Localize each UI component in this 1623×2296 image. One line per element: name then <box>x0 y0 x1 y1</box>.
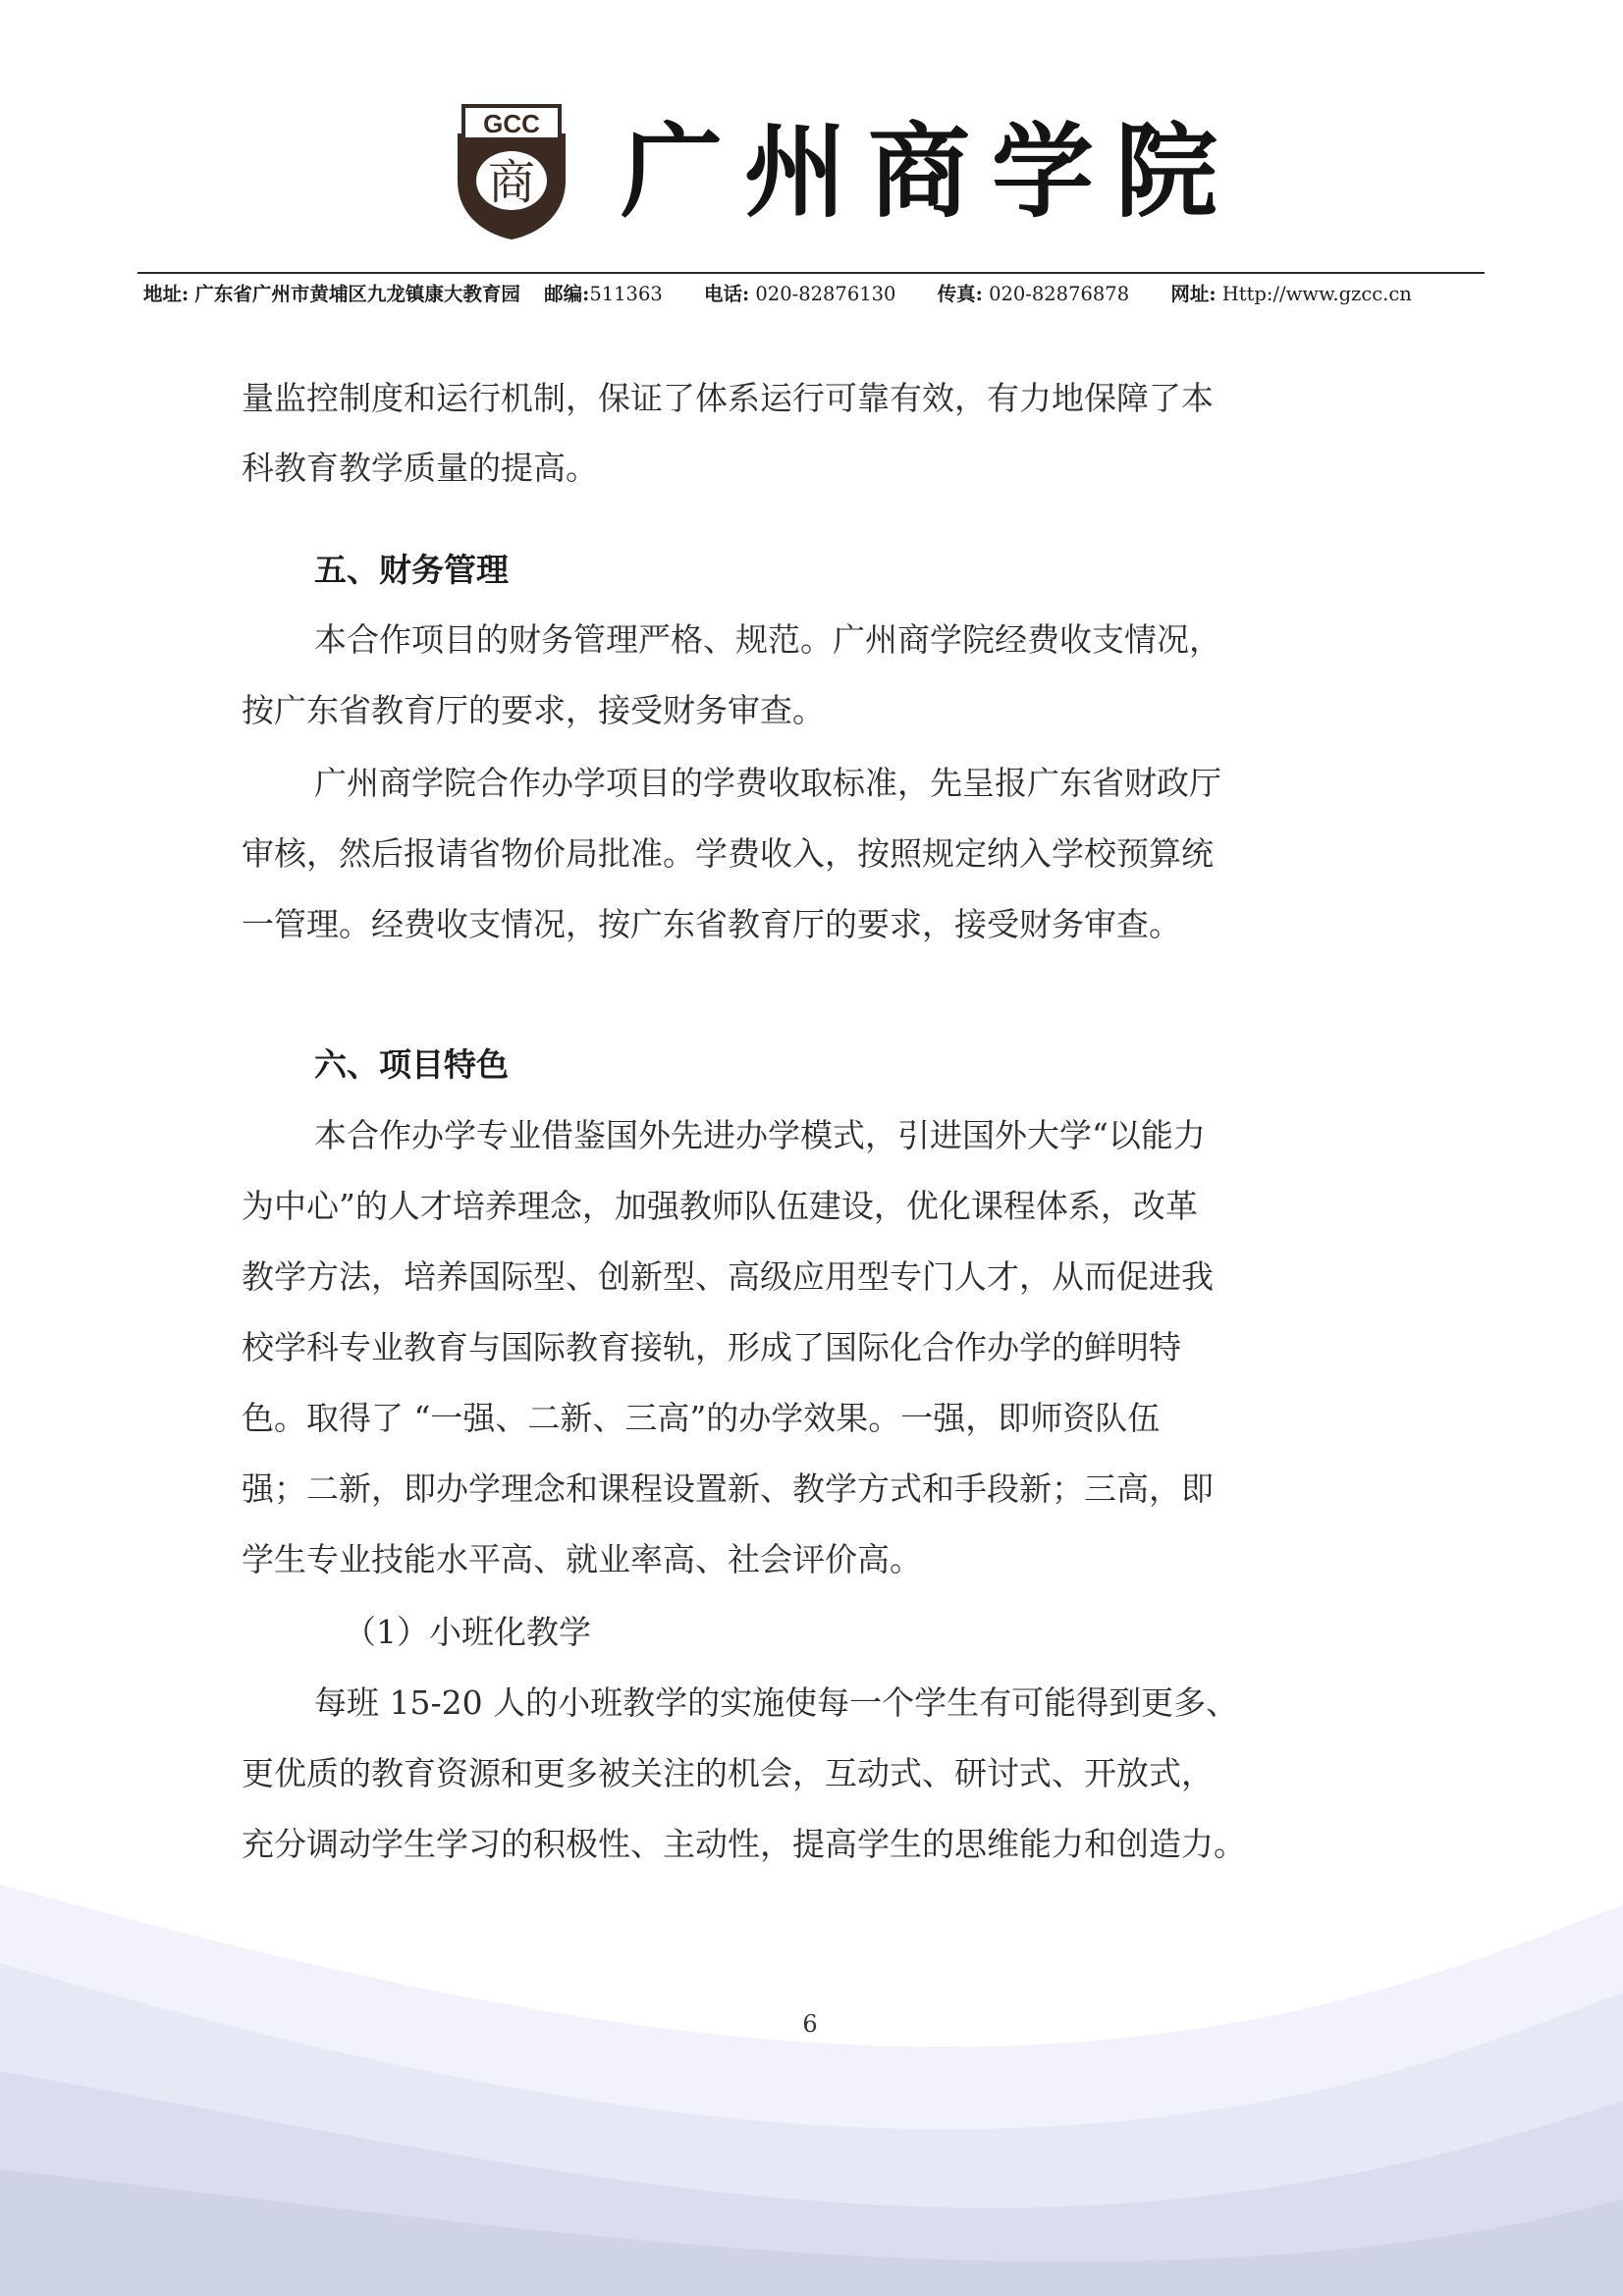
school-logo-icon <box>444 104 579 241</box>
logo-char: 商 <box>487 155 536 210</box>
page-number: 6 <box>802 2010 818 2038</box>
website: 网址: Http://www.gzcc.cn <box>1170 283 1412 305</box>
paragraph-line: 强；二新，即办学理念和课程设置新、教学方式和手段新；三高，即 <box>242 1469 1214 1508</box>
contact-line <box>143 281 1488 308</box>
paragraph-line: 校学科专业教育与国际教育接轨，形成了国际化合作办学的鲜明特 <box>242 1328 1181 1366</box>
section-heading-finance: 五、财务管理 <box>314 551 509 589</box>
logo-text: GCC <box>483 109 540 138</box>
paragraph-line: 科教育教学质量的提高。 <box>242 449 598 487</box>
paragraph-line: 每班 15-20 人的小班教学的实施使每一个学生有可能得到更多、 <box>314 1683 1239 1722</box>
paragraph-line: 本合作项目的财务管理严格、规范。广州商学院经费收支情况， <box>314 620 1221 659</box>
header-divider <box>137 272 1485 274</box>
paragraph-line: 按广东省教育厅的要求，接受财务审查。 <box>242 691 825 729</box>
postcode: 邮编:511363 <box>544 283 663 305</box>
phone: 电话: 020-82876130 <box>703 283 896 305</box>
subheading-small-class: （1）小班化教学 <box>344 1613 591 1651</box>
school-name: 广州商学院 <box>621 111 1240 232</box>
paragraph-line: 审核，然后报请省物价局批准。学费收入，按照规定纳入学校预算统 <box>242 834 1214 873</box>
paragraph-line: 教学方法，培养国际型、创新型、高级应用型专门人才，从而促进我 <box>242 1257 1214 1296</box>
section-heading-features: 六、项目特色 <box>314 1045 509 1084</box>
paragraph-line: 学生专业技能水平高、就业率高、社会评价高。 <box>242 1540 922 1578</box>
paragraph-line: 充分调动学生学习的积极性、主动性，提高学生的思维能力和创造力。 <box>242 1825 1246 1863</box>
paragraph-line: 一管理。经费收支情况，按广东省教育厅的要求，接受财务审查。 <box>242 905 1181 943</box>
decorative-wave-background <box>0 1845 1623 2296</box>
paragraph-line: 量监控制度和运行机制，保证了体系运行可靠有效，有力地保障了本 <box>242 379 1214 417</box>
paragraph-line: 本合作办学专业借鉴国外先进办学模式，引进国外大学“以能力 <box>314 1116 1206 1154</box>
paragraph-line: 广州商学院合作办学项目的学费收取标准，先呈报广东省财政厅 <box>314 764 1221 802</box>
address: 地址: 广东省广州市黄埔区九龙镇康大教育园 <box>143 283 520 305</box>
paragraph-line: 更优质的教育资源和更多被关注的机会，互动式、研讨式、开放式， <box>242 1754 1214 1792</box>
paragraph-line: 色。取得了 “一强、二新、三高”的办学效果。一强，即师资队伍 <box>242 1399 1161 1437</box>
paragraph-line: 为中心”的人才培养理念，加强教师队伍建设，优化课程体系，改革 <box>242 1187 1198 1225</box>
fax: 传真: 020-82876878 <box>937 283 1130 305</box>
